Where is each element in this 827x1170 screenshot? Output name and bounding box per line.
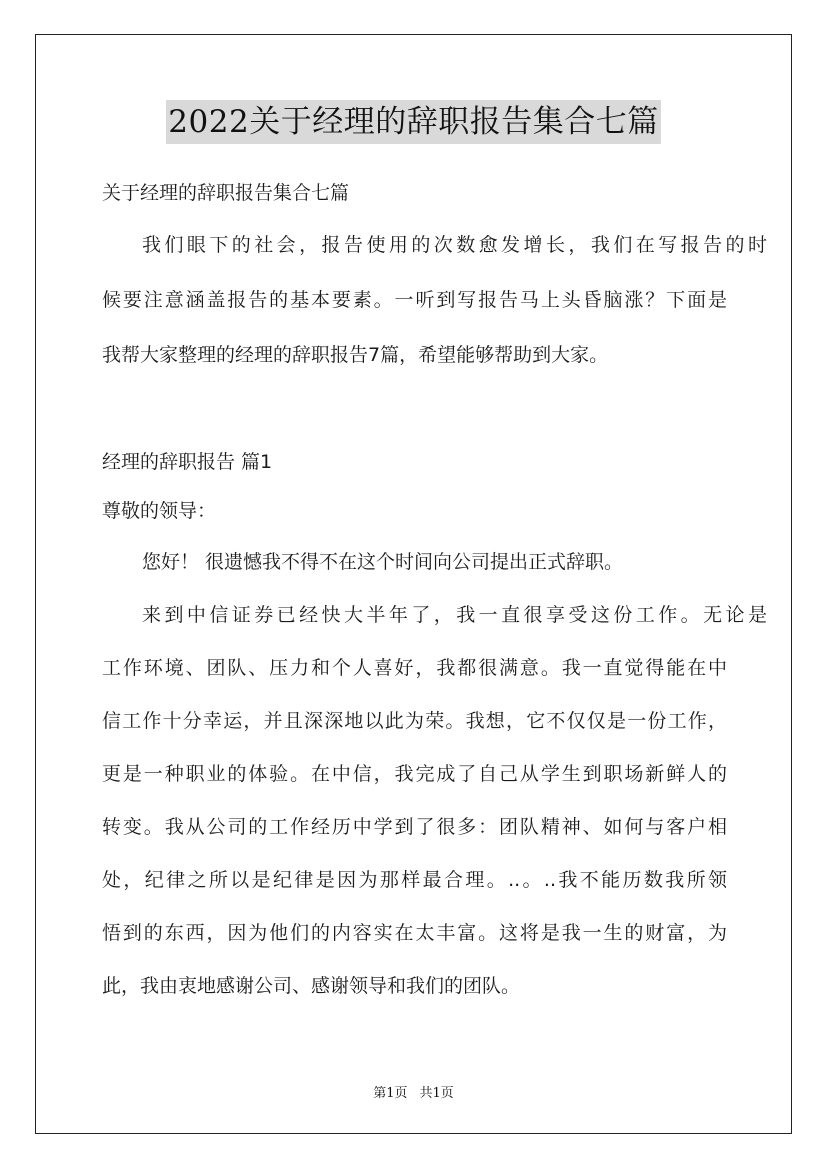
intro-line: 我们眼下的社会，报告使用的次数愈发增长，我们在写报告的时 (142, 234, 767, 256)
body-line: 悟到的东西，因为他们的内容实在太丰富。这将是我一生的财富，为 (102, 922, 727, 944)
page-number: 第1页 (373, 1086, 408, 1101)
document-subtitle: 关于经理的辞职报告集合七篇 (102, 182, 350, 204)
document-body (102, 180, 767, 1026)
body-line: 此，我由衷地感谢公司、感谢领导和我们的团队。 (102, 975, 521, 997)
salutation: 尊敬的领导： (102, 500, 217, 522)
page-footer (0, 1082, 827, 1101)
body-line: 转变。我从公司的工作经历中学到了很多：团队精神、如何与客户相 (102, 816, 727, 838)
spacer (102, 397, 727, 449)
intro-paragraph (102, 232, 767, 369)
document-title: 2022关于经理的辞职报告集合七篇 (166, 100, 660, 144)
greeting-line: 您好！ 很遗憾我不得不在这个时间向公司提出正式辞职。 (142, 551, 624, 573)
body-line: 信工作十分幸运，并且深深地以此为荣。我想，它不仅仅是一份工作， (102, 710, 727, 732)
body-line: 处，纪律之所以是纪律是因为那样最合理。..。..我不能历数我所领 (102, 869, 727, 891)
letter-body (102, 549, 767, 1000)
section-heading: 经理的辞职报告 篇1 (102, 451, 273, 473)
title-container (0, 100, 827, 144)
body-line: 来到中信证券已经快大半年了，我一直很享受这份工作。无论是 (142, 604, 767, 626)
body-line: 更是一种职业的体验。在中信，我完成了自己从学生到职场新鲜人的 (102, 763, 727, 785)
intro-line: 我帮大家整理的经理的辞职报告7篇，希望能够帮助到大家。 (102, 344, 609, 366)
intro-line: 候要注意涵盖报告的基本要素。一听到写报告马上头昏脑涨？下面是 (102, 289, 727, 311)
page-total: 共1页 (419, 1086, 454, 1101)
body-line: 工作环境、团队、压力和个人喜好，我都很满意。我一直觉得能在中 (102, 657, 727, 679)
